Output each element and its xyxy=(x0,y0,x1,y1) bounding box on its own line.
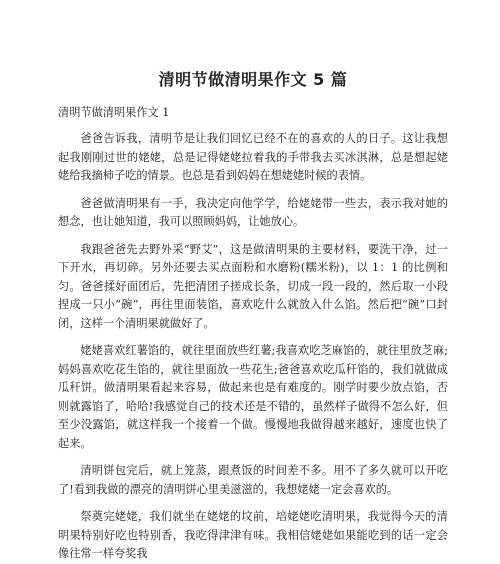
paragraph: 姥姥喜欢红薯馅的，就往里面放些红薯;我喜欢吃芝麻馅的，就往里放芝麻;妈妈喜欢吃花生馅的，就往里面放一些花生;爸爸喜欢吃瓜秆馅的，我们就做成瓜秆饼。做清明果看起来容易，做起来也是有难度的。刚学时要少放点馅，否则就露馅了，哈哈!我感觉自己的技术还是不错的，虽然样子做得不怎么好，但至少没露馅，就这样我一个接着一个做。慢慢地我做得越来越好，速度也快了起来。 xyxy=(58,344,448,450)
document-title: 清明节做清明果作文 5 篇 xyxy=(158,70,348,89)
essay-subheading: 清明节做清明果作文 1 xyxy=(58,106,170,119)
paragraph: 爸爸做清明果有一手，我决定向他学学，给姥姥带一些去，表示我对她的想念，也让她知道，我可以照顾妈妈，让她放心。 xyxy=(58,196,448,228)
paragraph: 清明饼包完后，就上笼蒸，跟煮饭的时间差不多。用不了多久就可以开吃了!看到我做的漂亮的清明饼心里美滋滋的，我想姥姥一定会喜欢的。 xyxy=(58,464,448,496)
paragraph: 爸爸告诉我，清明节是让我们回忆已经不在的喜欢的人的日子。这让我想起我刚刚过世的姥姥，总是记得姥姥拉着我的手带我去买冰淇淋，总是想起姥姥给我摘柿子吃的情景。也总是看到妈妈在想姥姥时候的表情。 xyxy=(58,132,448,182)
paragraph: 祭奠完姥姥，我们就坐在姥姥的坟前，培姥姥吃清明果，我觉得今天的清明果特别好吃也特别香，我吃得津津有味。我相信姥姥如果能吃到的话一定会像往常一样夸奖我 xyxy=(58,510,448,560)
paragraph: 我跟爸爸先去野外采“野艾”，这是做清明果的主要材料，要洗干净，过一下开水，再切碎。另外还要去买点面粉和水磨粉(糯米粉)，以 1：1 的比例和匀。爸爸揉好面团后，先把清团子搓成长条，切成一段一段的，然后取一小段捏成一只小“碗”，再往里面装馅，喜欢吃什么就放入什么馅。然后把“碗”口封闭，这样一个清明果就做好了。 xyxy=(58,242,448,330)
